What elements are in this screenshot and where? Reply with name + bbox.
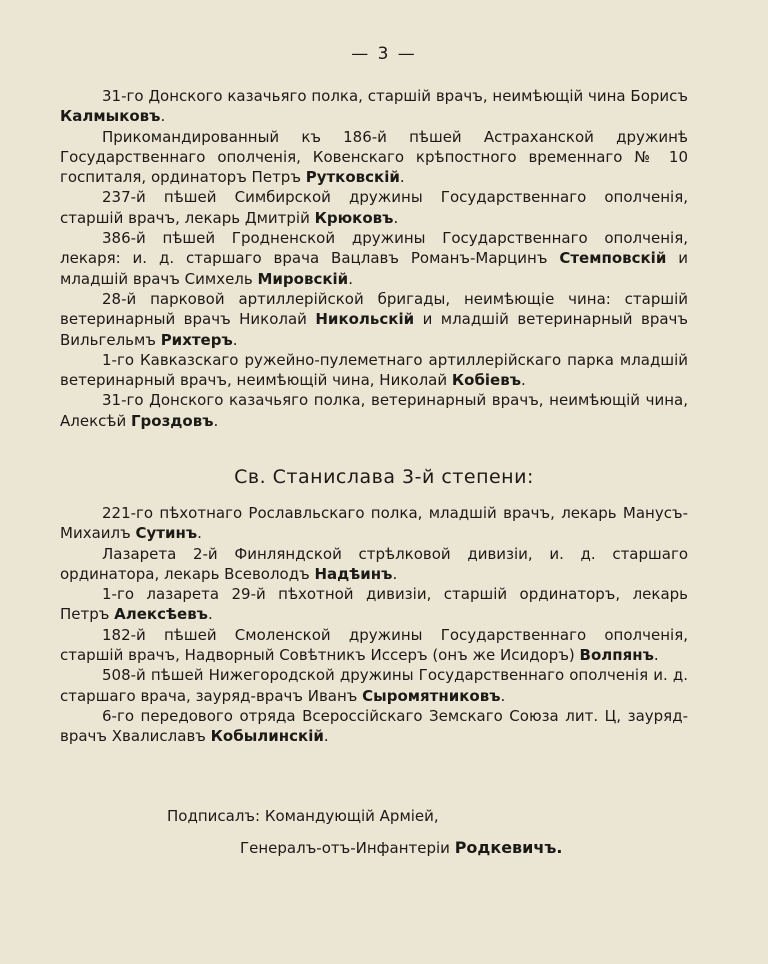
award-entry xyxy=(60,289,688,350)
person-surname: Волпянъ xyxy=(579,646,654,665)
award-entry xyxy=(60,228,688,289)
person-surname: Кобіевъ xyxy=(451,371,521,390)
entry-text: . xyxy=(399,168,405,187)
entry-text: 1-го лазарета 29-й пѣхотной дивизіи, старшій ординаторъ, лекарь Петръ xyxy=(60,585,688,624)
award-entry xyxy=(60,86,688,127)
entry-text: 237-й пѣшей Симбирской дружины Государственнаго ополченія, старшій врачъ, лекарь Дмитрій xyxy=(60,188,688,227)
person-surname: Крюковъ xyxy=(314,208,394,227)
person-surname: Алексѣевъ xyxy=(114,605,208,624)
award-entry xyxy=(60,503,688,544)
person-surname: Калмыковъ xyxy=(60,107,161,126)
entry-text: . xyxy=(653,646,659,665)
entry-text: 28-й парковой артиллерійской бригады, неимѣющіе чина: старшій ветеринарный врачъ Николай xyxy=(60,289,688,329)
signature-line-2 xyxy=(240,838,562,857)
person-surname: Никольскій xyxy=(315,310,415,329)
award-entry xyxy=(60,665,688,706)
award-entry xyxy=(60,390,688,431)
person-surname: Сыромятниковъ xyxy=(362,686,501,705)
page-number: — 3 — xyxy=(351,44,417,64)
entry-text: . xyxy=(213,411,219,430)
award-entry xyxy=(60,127,688,188)
entry-text: . xyxy=(197,524,202,543)
entry-text: . xyxy=(348,269,353,288)
award-entry xyxy=(60,544,688,585)
entry-text: 31-го Донского казачьяго полка, ветеринарный врачъ, неимѣющій чина, Алексѣй xyxy=(60,391,688,430)
person-surname: Сутинъ xyxy=(135,524,198,543)
signature-line-1: Подписалъ: Командующій Арміей, xyxy=(167,807,439,825)
entry-text: 182-й пѣшей Смоленской дружины Государственнаго ополченія, старшій врачъ, Надворный Совѣтникъ Иссеръ (онъ же Исидоръ) xyxy=(60,625,688,665)
award-entry xyxy=(60,187,688,228)
entry-text: 1-го Кавказскаго ружейно-пулеметнаго артиллерійскаго парка младшій ветеринарный врачъ, неимѣющій чина, Николай xyxy=(60,350,688,390)
award-entry xyxy=(60,706,688,747)
entry-text: . xyxy=(392,564,398,583)
section-2-list xyxy=(60,503,688,747)
entry-text: Лазарета 2-й Финляндской стрѣлковой дивизіи, и. д. старшаго ординатора, лекарь Всеволодъ xyxy=(60,544,688,583)
entry-text: . xyxy=(521,371,526,390)
signature-title: Генералъ-отъ-Инфантеріи xyxy=(240,839,455,857)
person-surname: Рихтеръ xyxy=(160,330,233,349)
entry-text: и младшій врачъ Симхель xyxy=(60,249,688,288)
entry-text: 31-го Донского казачьяго полка, старшій врачъ, неимѣющій чина Борисъ xyxy=(102,87,688,105)
award-entry xyxy=(60,625,688,666)
person-surname: Рутковскій xyxy=(305,168,400,187)
award-entry xyxy=(60,584,688,625)
entry-text: . xyxy=(232,330,238,349)
section-1-list xyxy=(60,86,688,431)
entry-text: . xyxy=(207,605,213,624)
entry-text: . xyxy=(160,107,166,126)
entry-text: . xyxy=(323,727,329,746)
entry-text: и младшій ветеринарный врачъ Вильгельмъ xyxy=(60,310,688,349)
signatory-name: Родкевичъ. xyxy=(454,838,563,857)
section-heading: Св. Станислава 3-й степени: xyxy=(234,466,534,488)
award-entry xyxy=(60,350,688,391)
person-surname: Кобылинскій xyxy=(210,727,324,746)
person-surname: Надѣинъ xyxy=(314,564,393,583)
entry-text: Прикомандированный къ 186-й пѣшей Астраханской дружинѣ Государственнаго ополченія, Ковенскаго крѣпостного временнаго № 10 госпиталя, ординаторъ Петръ xyxy=(60,127,688,187)
entry-text: 386-й пѣшей Гродненской дружины Государственнаго ополченія, лекаря: и. д. старшаго врача Вацлавъ Романъ-Марцинъ xyxy=(60,229,688,268)
person-surname: Мировскій xyxy=(257,269,349,288)
entry-text: 508-й пѣшей Нижегородской дружины Государственнаго ополченія и. д. старшаго врача, зауряд-врачъ Иванъ xyxy=(60,666,688,705)
entry-text: . xyxy=(393,208,399,227)
entry-text: 6-го передового отряда Всероссійскаго Земскаго Союза лит. Ц, зауряд-врачъ Хвалиславъ xyxy=(60,706,688,746)
person-surname: Гроздовъ xyxy=(130,411,214,430)
entry-text: . xyxy=(500,686,506,705)
person-surname: Стемповскій xyxy=(559,249,667,268)
entry-text: 221-го пѣхотнаго Рославльскаго полка, младшій врачъ, лекарь Манусъ-Михаилъ xyxy=(60,504,688,543)
